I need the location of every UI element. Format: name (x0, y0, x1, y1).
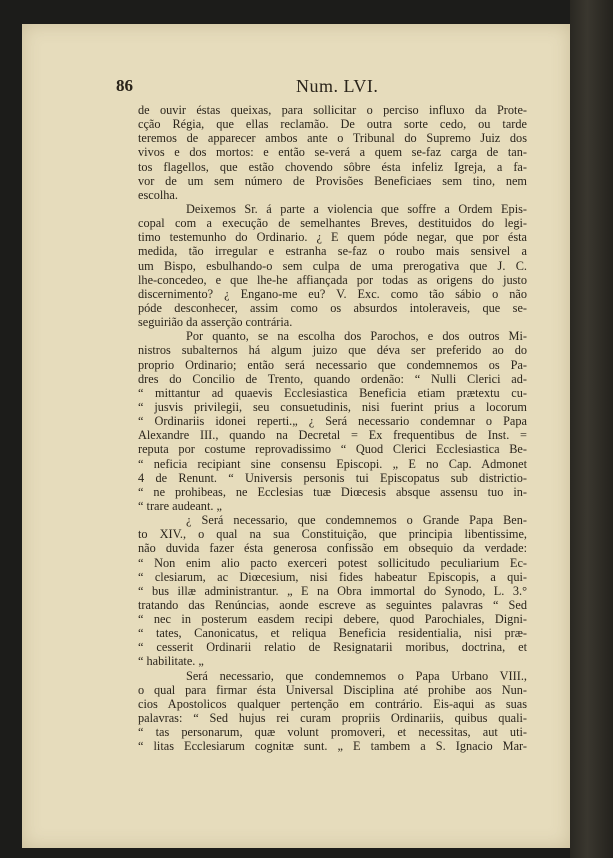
text-line: escolha. (138, 187, 178, 202)
page-number: 86 (116, 76, 133, 95)
text-line: vivos e dos mortos: e então se-verá a quem se-faz carga de tan- (138, 145, 527, 160)
text-line: “ litas Ecclesiarum cognitæ sunt. „ E tambem a S. Ignacio Mar- (138, 739, 527, 754)
text-line: “ Non enim alio pacto exerceri potest sollicitudo peculiarium Ec- (138, 555, 527, 570)
text-line: 4 de Renunt. “ Universis personis tui Episcopatus sub districtio- (138, 470, 527, 485)
text-line: Alexandre III., quando na Decretal = Ex frequentibus de Inst. = (138, 428, 527, 443)
text-line: “ ne prohibeas, ne Ecclesias tuæ Diœcesis absque assensu tuo in- (138, 484, 527, 499)
text-line: “ cesserit Ordinarii relatio de Resignatarii moribus, doctrina, et (138, 640, 527, 655)
book-spine (570, 0, 613, 858)
text-line: palavras: “ Sed hujus rei curam propriis Ordinariis, quibus quali- (138, 711, 527, 726)
text-line: reputa por costume reprovadissimo “ Quod Clerici Ecclesiastica Be- (138, 442, 527, 457)
text-line: “ Ordinariis idonei reperti.„ ¿ Será necessario condemnar o Papa (138, 414, 527, 429)
text-line: “ clesiarum, ac Diœcesium, nisi fides habeatur Episcopis, a qui- (138, 569, 527, 584)
text-line: Por quanto, se na escolha dos Parochos, e dos outros Mi- (186, 329, 527, 344)
text-line: tratando das Renúncias, aonde escreve as seguintes palavras “ Sed (138, 597, 527, 612)
text-line: o qual para firmar ésta Universal Disciplina até prohibe aos Nun- (138, 682, 527, 697)
text-line: vor de um sem número de Provisões Beneficiaes sem tino, nem (138, 173, 527, 188)
text-line: “ tas personarum, quæ volunt promoveri, et necessitas, aut uti- (138, 725, 527, 740)
text-line: “ nec in posterum easdem recipi debere, quod Parochiales, Digni- (138, 612, 527, 627)
text-line: nistros subalternos há algum juizo que déva ser preferido ao do (138, 343, 527, 358)
text-line: “ trare audeant. „ (138, 498, 222, 513)
text-line: um Bispo, esbulhando-o sem culpa de uma prerogativa que J. C. (138, 258, 527, 273)
page-header (116, 76, 516, 100)
running-title: Num. LVI. (296, 76, 379, 96)
text-line: póde desconhecer, assim como os absurdos intoleraveis, que se- (138, 300, 527, 315)
text-line: “ tates, Canonicatus, et reliqua Beneficia residentialia, nisi præ- (138, 626, 527, 641)
text-line: cção Régia, que ellas reclamão. De outra sorte cedo, ou tarde (138, 117, 527, 132)
text-line: “ jusvis privilegii, seu consuetudinis, nisi fuerint prius a locorum (138, 399, 527, 414)
text-line: “ bus illæ administrantur. „ E na Obra immortal do Synodo, L. 3.° (138, 583, 527, 598)
text-line: proprio Ordinario; então será necessario que condemnemos os Pa- (138, 357, 527, 372)
text-line: tos flagellos, que estão chovendo sôbre ésta infeliz Igreja, a fa- (138, 159, 527, 174)
text-line: cios Apostolicos qualquer pertenção em contrário. Eis-aqui as suas (138, 696, 527, 711)
text-line: “ habilitate. „ (138, 654, 204, 669)
text-line: lhe-concedeo, e que lhe-he affiançada por todas as origens do justo (138, 272, 527, 287)
text-line: “ neficia recipiant sine consensu Episcopi. „ E no Cap. Admonet (138, 456, 527, 471)
text-line: ¿ Será necessario, que condemnemos o Grande Papa Ben- (186, 513, 527, 528)
text-line: seguirião da asserção contrária. (138, 315, 293, 330)
text-line: medida, tão irregular e estranha se-faz o roubo mais sensivel a (138, 244, 527, 259)
text-line: discernimento? ¿ Engano-me eu? V. Exc. como tão sábio o não (138, 286, 527, 301)
text-line: de ouvir éstas queixas, para sollicitar o perciso influxo da Prote- (138, 103, 527, 117)
text-line: dres do Concilio de Trento, quando ordenão: “ Nulli Clerici ad- (138, 371, 527, 386)
text-line: teremos de apparecer ambos ante o Tribunal do Supremo Juiz dos (138, 131, 527, 146)
text-line: não duvida fazer ésta generosa confissão em obsequio da verdade: (138, 541, 527, 556)
text-line: timo testemunho do Ordinario. ¿ E quem póde negar, que por ésta (138, 230, 527, 245)
text-line: Deixemos Sr. á parte a violencia que soffre a Ordem Epis- (186, 201, 527, 216)
text-line: Será necessario, que condemnemos o Papa Urbano VIII., (186, 668, 527, 683)
body-text (138, 103, 527, 753)
text-line: copal com a execução de semelhantes Breves, destituidos do legi- (138, 216, 527, 231)
text-line: “ mittantur ad quaevis Ecclesiastica Beneficia etiam prætextu cu- (138, 385, 527, 400)
text-line: to XIV., o qual na sua Constituição, que principia libentissime, (138, 527, 527, 542)
